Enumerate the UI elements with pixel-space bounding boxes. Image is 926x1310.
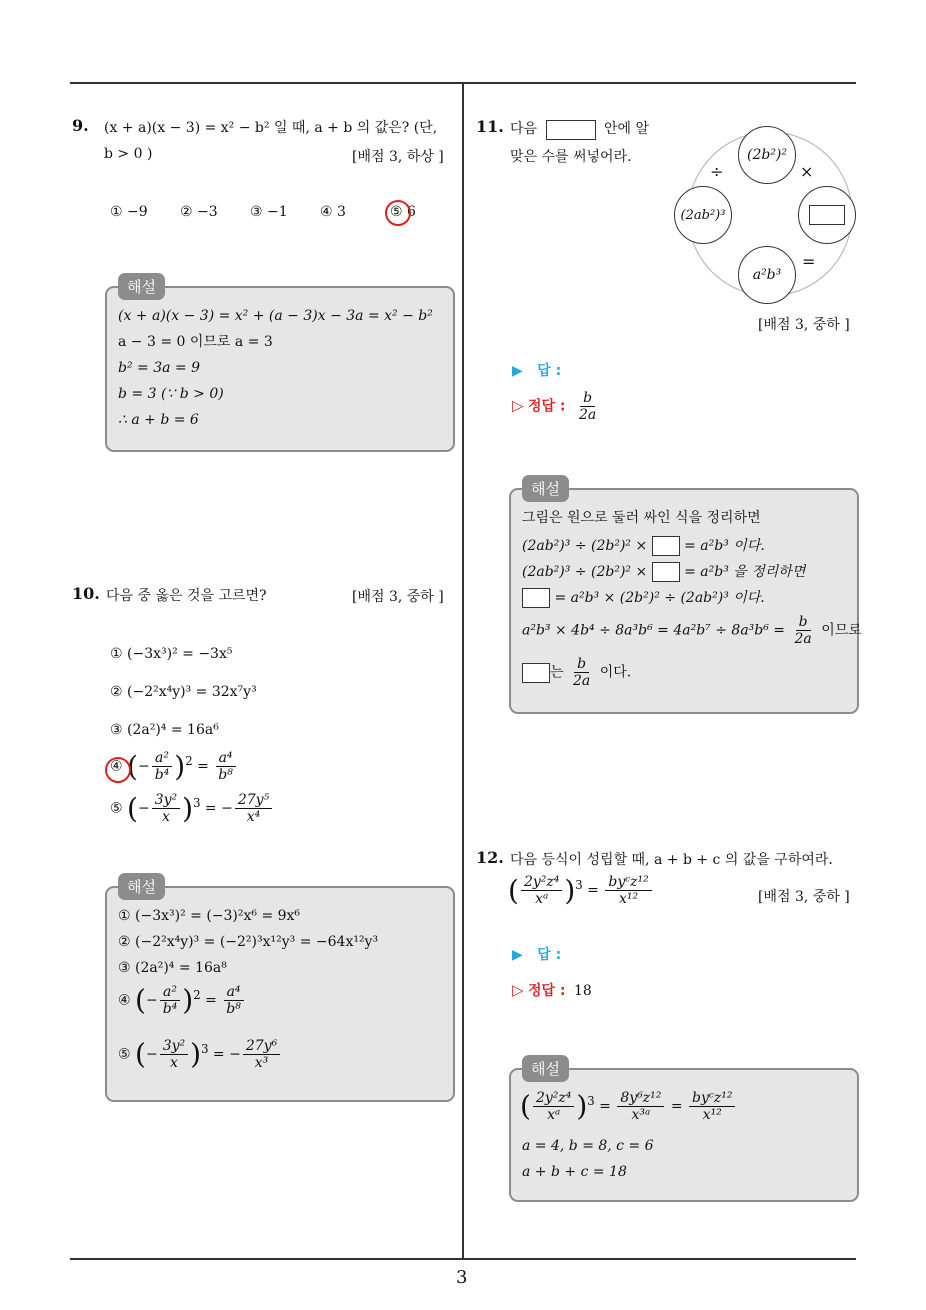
q10-correct-mark [105, 757, 131, 783]
q9-correct-mark [385, 200, 411, 226]
q12-equation: ( $\frac{\text{2y²z⁴}}{\text{xᵃ}}$ )$^3$ = $\frac{\text{byᶜz¹²}}{\text{x¹²}}$ [508, 874, 654, 907]
q12-correct-arrow-icon: ▷ [512, 981, 524, 999]
q12-sol-eq-rhs-den: x¹² [702, 1107, 722, 1123]
q11-answer-label: 답 : [537, 363, 562, 379]
q11-text-c: 맞은 수를 써넣어라. [510, 149, 632, 165]
q11-sol-l3a: (2ab²)³ ÷ (2b²)² × [522, 564, 648, 580]
q10-choice-3[interactable]: ③ (2a²)⁴ = 16a⁶ [110, 722, 219, 738]
q11-circle-right-blank[interactable] [809, 205, 845, 225]
q10-sol5-rhs-num: 27y⁶ [243, 1038, 280, 1055]
q12-text: 다음 등식이 성립할 때, a + b + c 의 값을 구하여라. [510, 852, 833, 868]
q10-c5-den: x [161, 809, 170, 825]
q10-c5-exp: 3 [193, 795, 201, 810]
q12-sol-eq-den: xᵃ [547, 1107, 561, 1123]
q12-eq-rhs-num: byᶜz¹² [605, 874, 651, 891]
q11-sol-l5b: 이므로 [821, 622, 862, 639]
q11-sol-l4-blank [522, 588, 550, 608]
q11-sol-l2-blank [652, 536, 680, 556]
q11-sol-l2a: (2ab²)³ ÷ (2b²)² × [522, 538, 648, 554]
q10-sol-line-4: ④ (− $\frac{\text{a²}}{\text{b⁴}}$ )$^2$ = $\frac{\text{a⁴}}{\text{b⁸}}$ [118, 984, 246, 1017]
q10-solution-tag: 해설 [118, 873, 165, 900]
q9-sol-line-2: a − 3 = 0 이므로 a = 3 [118, 334, 273, 350]
q12-eq-num: 2y²z⁴ [521, 874, 562, 891]
q10-c4-exp: 2 [185, 753, 193, 768]
q10-c5-num: 3y² [152, 792, 180, 809]
q11-sol-l5a: a²b³ × 4b⁴ ÷ 8a³b⁶ = 4a²b⁷ ÷ 8a³b⁶ = [522, 622, 786, 639]
q10-text: 다음 중 옳은 것을 고르면? [106, 588, 267, 604]
q10-sol4-label: ④ [118, 992, 131, 1009]
q9-choice-3[interactable]: ③ −1 [250, 204, 288, 220]
q11-sol-l2b: = a²b³ 이다. [684, 538, 765, 554]
q9-choice-4[interactable]: ④ 3 [320, 204, 346, 220]
q12-eq-rhs-den: x¹² [619, 891, 639, 907]
q10-sol5-label: ⑤ [118, 1046, 131, 1063]
q12-answer-row [512, 944, 561, 964]
q10-choice-5-label: ⑤ [110, 800, 123, 817]
q11-circle-top [738, 126, 796, 184]
q11-sol-line-2 [522, 536, 765, 556]
q10-c4-num: a² [152, 750, 172, 767]
q11-correct-num: b [580, 390, 595, 407]
q11-circle-bottom [738, 246, 796, 304]
q11-circle-bottom-text: a²b³ [752, 267, 782, 283]
q9-sol-line-5: ∴ a + b = 6 [118, 412, 199, 428]
q10-sol4-rhs-num: a⁴ [224, 984, 244, 1001]
q10-number: 10. [72, 584, 100, 603]
q11-sol-l6b: 이다. [599, 664, 632, 681]
q11-op-multiply: × [800, 162, 814, 181]
q10-sol4-den: b⁴ [162, 1001, 178, 1017]
q11-sol-l3b: = a²b³ 을 정리하면 [684, 564, 806, 580]
q11-sol-line-6 [522, 656, 631, 689]
q12-correct-label: 정답 : [528, 983, 566, 999]
q10-choice-4[interactable]: ④ (− $\frac{\text{a²}}{\text{b⁴}}$ )$^2$ = $\frac{\text{a⁴}}{\text{b⁸}}$ [110, 750, 238, 783]
q11-text-a: 다음 [510, 121, 538, 137]
q9-choice-5[interactable]: ⑤ 6 [390, 204, 416, 220]
q9-choice-2[interactable]: ② −3 [180, 204, 218, 220]
q12-eq-den: xᵃ [535, 891, 549, 907]
q12-sol-eq-mid-den: x³ᵃ [631, 1107, 651, 1123]
q11-correct-den: 2a [578, 407, 597, 423]
q12-sol-line-2: a + b + c = 18 [522, 1164, 627, 1180]
q11-op-divide: ÷ [710, 162, 724, 181]
q9-number: 9. [72, 116, 89, 135]
q10-sol-line-2: ② (−2²x⁴y)³ = (−2²)³x¹²y³ = −64x¹²y³ [118, 934, 379, 950]
q12-sol-eq-exp: 3 [587, 1093, 595, 1108]
q10-sol5-rhs-den: x³ [254, 1055, 269, 1071]
q11-sol-l6-blank [522, 663, 550, 683]
page-number: 3 [456, 1267, 468, 1288]
q11-sol-line-3 [522, 562, 805, 582]
q11-solution-tag: 해설 [522, 475, 569, 502]
q10-choice-2[interactable]: ② (−2²x⁴y)³ = 32x⁷y³ [110, 684, 257, 700]
q11-circle-left-text: (2ab²)³ [680, 207, 726, 223]
q11-blank-box[interactable] [546, 120, 596, 140]
q10-sol-line-1: ① (−3x³)² = (−3)²x⁶ = 9x⁶ [118, 908, 301, 924]
q11-correct-arrow-icon: ▷ [512, 396, 524, 415]
q10-c4-rhs-num: a⁴ [216, 750, 236, 767]
q11-meta: [배점 3, 중하 ] [758, 317, 850, 333]
q11-answer-arrow-icon: ▶ [512, 363, 523, 379]
q11-sol-l6-num: b [574, 656, 589, 673]
q11-sol-l5-num: b [796, 614, 811, 631]
q9-sol-line-1: (x + a)(x − 3) = x² + (a − 3)x − 3a = x² − b² [118, 308, 433, 324]
q11-sol-l4b: = a²b³ × (2b²)² ÷ (2ab²)³ 이다. [554, 590, 765, 606]
q9-sol-line-4: b = 3 (∵ b > 0) [118, 386, 224, 402]
q12-solution-tag: 해설 [522, 1055, 569, 1082]
q12-answer-arrow-icon: ▶ [512, 947, 523, 963]
q11-sol-l3-blank [652, 562, 680, 582]
q10-choice-1[interactable]: ① (−3x³)² = −3x⁵ [110, 646, 233, 662]
q12-sol-eq-num: 2y²z⁴ [533, 1090, 574, 1107]
q10-sol4-rhs-den: b⁸ [226, 1001, 241, 1017]
q10-meta: [배점 3, 중하 ] [352, 589, 444, 605]
q11-sol-l6a: 는 [550, 664, 564, 681]
q9-choice-1[interactable]: ① −9 [110, 204, 148, 220]
q12-correct-value: 18 [573, 983, 592, 999]
q12-eq-exp: 3 [575, 877, 583, 892]
q11-number: 11. [476, 117, 504, 136]
q10-c4-rhs-den: b⁸ [218, 767, 233, 783]
q10-c5-rhs-num: 27y⁵ [235, 792, 272, 809]
bottom-rule [70, 1258, 856, 1260]
q11-circle-left [674, 186, 732, 244]
q10-c5-rhs-den: x⁴ [246, 809, 261, 825]
q10-sol4-exp: 2 [193, 987, 201, 1002]
q9-sol-line-3: b² = 3a = 9 [118, 360, 200, 376]
q11-correct-row [512, 390, 601, 423]
q12-sol-eq-mid-num: 8y⁶z¹² [617, 1090, 664, 1107]
q10-sol-line-3: ③ (2a²)⁴ = 16a⁸ [118, 960, 227, 976]
q12-sol-eq-rhs-num: byᶜz¹² [689, 1090, 735, 1107]
q11-answer-row [512, 360, 561, 380]
q10-sol5-den: x [169, 1055, 178, 1071]
q9-solution-tag: 해설 [118, 273, 165, 300]
q10-sol-line-5: ⑤ (− $\frac{\text{3y²}}{x}$ )$^3$ = − $\frac{\text{27y⁶}}{\text{x³}}$ [118, 1038, 282, 1071]
q11-sol-line-5 [522, 614, 862, 647]
q12-meta: [배점 3, 중하 ] [758, 889, 850, 905]
q11-sol-l5-den: 2a [794, 631, 812, 647]
q11-circle-right[interactable] [798, 186, 856, 244]
q10-c4-den: b⁴ [154, 767, 170, 783]
q12-answer-label: 답 : [537, 947, 562, 963]
q12-sol-line-1: a = 4, b = 8, c = 6 [522, 1138, 654, 1154]
q9-text-line2: b > 0 ) [104, 146, 153, 162]
q10-sol4-num: a² [160, 984, 180, 1001]
q11-sol-l6-den: 2a [572, 673, 591, 689]
column-divider [462, 82, 464, 1260]
q11-circle-top-text: (2b²)² [746, 147, 788, 163]
q10-choice-4-label: ④ [110, 758, 123, 775]
q10-sol5-num: 3y² [160, 1038, 188, 1055]
q12-correct-row [512, 980, 592, 1000]
q10-choice-5[interactable]: ⑤ (− $\frac{\text{3y²}}{x}$ )$^3$ = − $\frac{\text{27y⁵}}{\text{x⁴}}$ [110, 792, 274, 825]
q11-correct-label: 정답 : [528, 398, 566, 415]
q9-text-line1: (x + a)(x − 3) = x² − b² 일 때, a + b 의 값은? (단, [104, 120, 438, 136]
q12-sol-equation: ( $\frac{\text{2y²z⁴}}{\text{xᵃ}}$ )$^3$ = $\frac{\text{8y⁶z¹²}}{\text{x³ᵃ}}$ = $\frac{\text{byᶜz¹²}}{\text{x¹²}}$ [520, 1090, 737, 1123]
q10-sol5-exp: 3 [201, 1041, 209, 1056]
q9-meta: [배점 3, 하상 ] [352, 149, 444, 165]
q11-text-b: 안에 알 [604, 121, 650, 137]
q11-sol-line-1: 그림은 원으로 둘러 싸인 식을 정리하면 [522, 510, 761, 526]
q12-number: 12. [476, 848, 504, 867]
q11-op-equals: = [802, 252, 816, 271]
q11-sol-line-4 [522, 588, 765, 608]
